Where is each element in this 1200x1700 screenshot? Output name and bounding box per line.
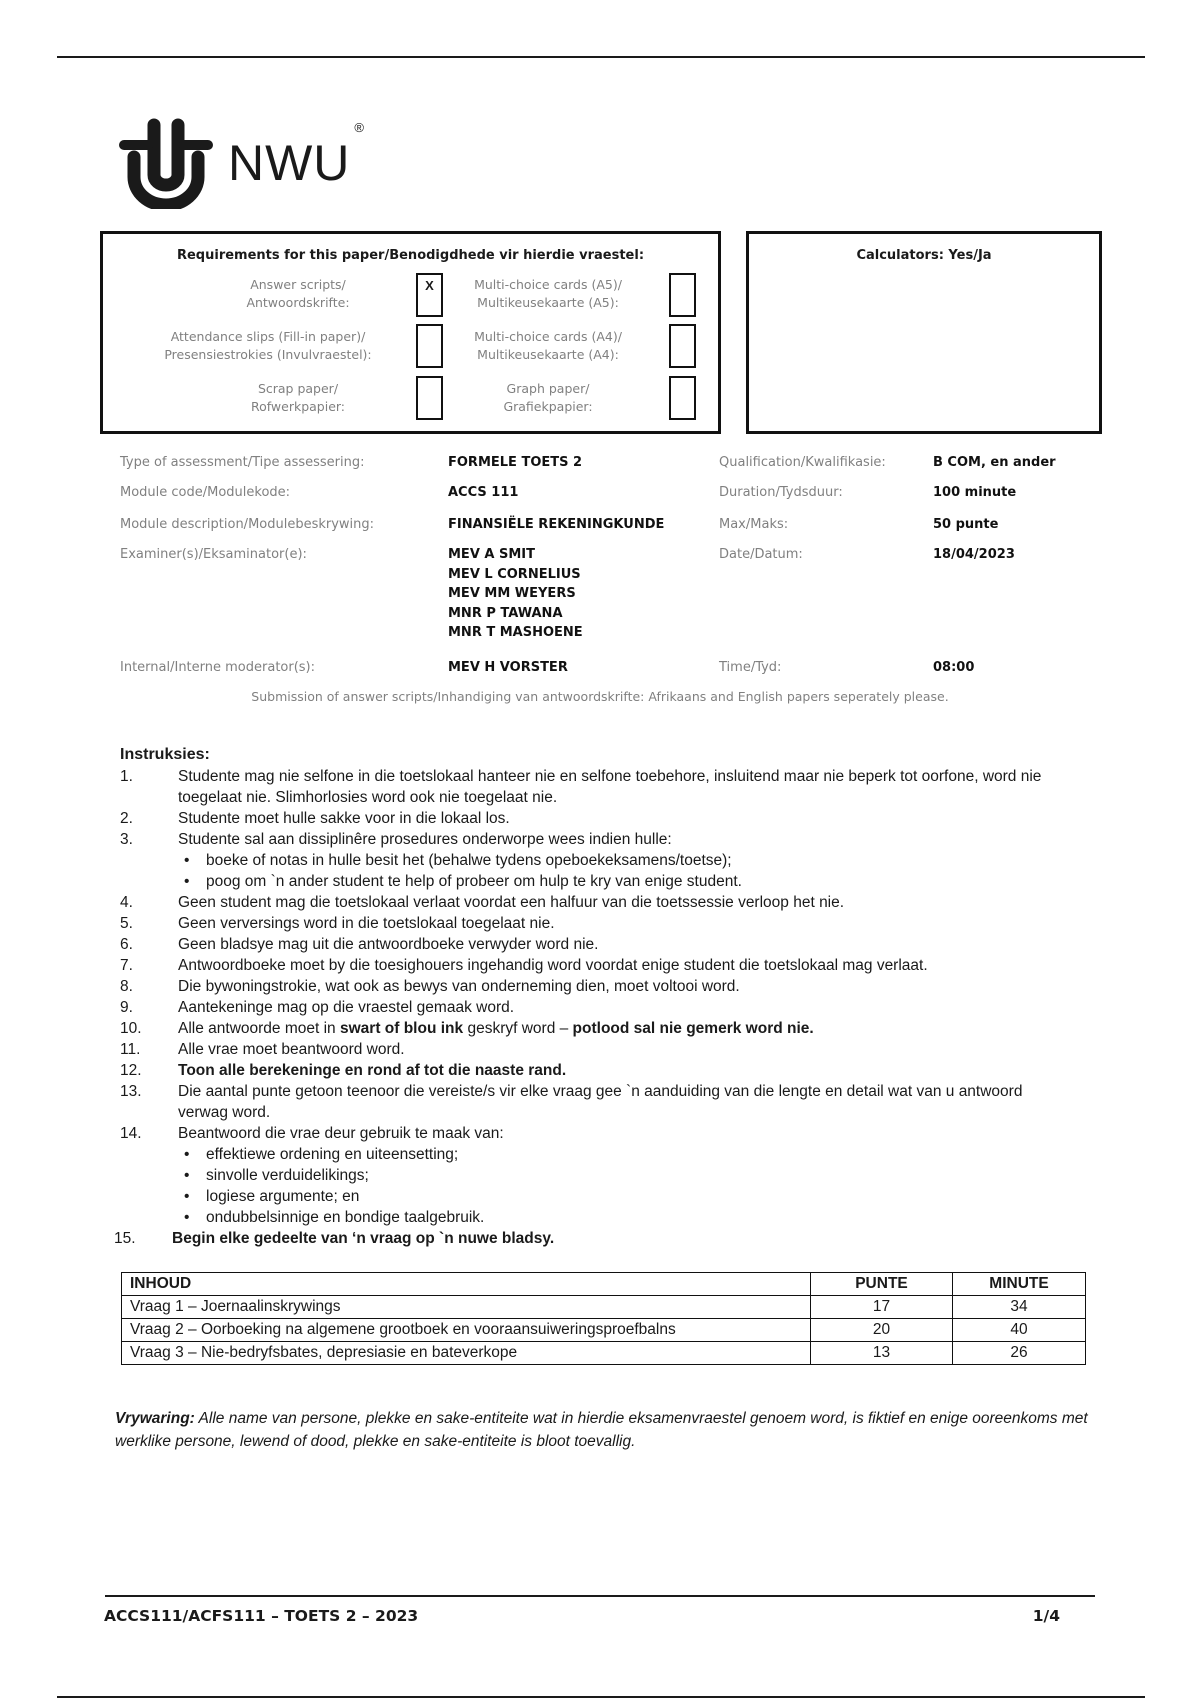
table-row: [122, 1319, 1086, 1342]
instruction-item: 9. Aantekeninge mag op die vraestel gemaak word.: [120, 999, 515, 1016]
date-value: 18/04/2023: [933, 547, 1015, 562]
graph-paper-checkbox: [669, 376, 696, 420]
instruction-item: 11. Alle vrae moet beantwoord word.: [120, 1041, 405, 1058]
instruction-bullet: • logiese argumente; en: [120, 1186, 1070, 1207]
duration-label: Duration/Tydsduur:: [719, 485, 843, 500]
instruction-item: 1. Studente mag nie selfone in die toetslokaal hanteer nie en selfone toebehore, insluitend maar nie beperk tot oorfone, word nie toegelaat nie. Slimhorlosies word ook nie toegelaat nie.: [120, 768, 1042, 806]
instruction-item: 12. Toon alle berekeninge en rond af tot die naaste rand.: [120, 1062, 567, 1079]
attendance-slips-checkbox: [416, 324, 443, 368]
table-cell: 26: [953, 1342, 1086, 1365]
disclaimer: Vrywaring: Alle name van persone, plekke en sake-entiteite wat in hierdie eksamenvraestel genoem word, is fiktief en enige ooreenkoms met werklike persone, lewend of dood, plekke en sake-entiteite is bloot toevallig.: [115, 1410, 1088, 1450]
module-description-value: FINANSIËLE REKENINGKUNDE: [448, 517, 665, 532]
table-cell: 13: [811, 1342, 953, 1365]
instruction-item: 5. Geen verversings word in die toetslokaal toegelaat nie.: [120, 915, 555, 932]
instruction-item: 7. Antwoordboeke moet by die toesighouers ingehandig word voordat enige student die toetslokaal mag verlaat.: [120, 957, 928, 974]
table-row: [122, 1342, 1086, 1365]
table-header-row: [122, 1273, 1086, 1296]
max-value: 50 punte: [933, 517, 999, 532]
scrap-paper-checkbox: [416, 376, 443, 420]
instruction-item: 2. Studente moet hulle sakke voor in die lokaal los.: [120, 810, 510, 827]
mcq-a5-checkbox: [669, 273, 696, 317]
mcq-a4-checkbox: [669, 324, 696, 368]
assessment-type-label: Type of assessment/Tipe assessering:: [120, 455, 365, 470]
table-cell: 34: [953, 1296, 1086, 1319]
answer-scripts-checkbox: X: [416, 273, 443, 317]
duration-value: 100 minute: [933, 485, 1017, 500]
module-code-label: Module code/Modulekode:: [120, 485, 291, 500]
calculators-box: [746, 231, 1102, 434]
bottom-rule: [57, 1696, 1145, 1698]
instructions-title: Instruksies:: [120, 746, 210, 763]
max-label: Max/Maks:: [719, 517, 789, 532]
table-header: MINUTE: [953, 1273, 1086, 1296]
logo-wordmark: NWU®: [228, 120, 366, 191]
table-cell: Vraag 2 – Oorboeking na algemene grootboek en vooraansuiweringsproefbalns: [122, 1319, 811, 1342]
examiners-label: Examiner(s)/Eksaminator(e):: [120, 547, 307, 562]
instruction-item: 10. Alle antwoorde moet in swart of blou ink geskryf word – potlood sal nie gemerk word nie.: [120, 1020, 814, 1037]
instructions-list: [114, 766, 1070, 1249]
moderator-value: MEV H VORSTER: [448, 660, 568, 675]
nwu-logo: [116, 117, 366, 209]
contents-table: [121, 1272, 1086, 1365]
top-rule: [57, 56, 1145, 58]
table-cell: Vraag 3 – Nie-bedryfsbates, depresiasie en bateverkope: [122, 1342, 811, 1365]
instruction-bullet: • ondubbelsinnige en bondige taalgebruik.: [120, 1207, 1070, 1228]
qualification-label: Qualification/Kwalifikasie:: [719, 455, 886, 470]
instruction-item: 14. Beantwoord die vrae deur gebruik te maak van:: [120, 1125, 504, 1142]
table-cell: 20: [811, 1319, 953, 1342]
table-cell: Vraag 1 – Joernaalinskrywings: [122, 1296, 811, 1319]
requirement-label: Graph paper/ Grafiekpapier:: [503, 381, 593, 414]
instruction-bullet: • boeke of notas in hulle besit het (behalwe tydens opeboekeksamens/toetse);: [120, 850, 1070, 871]
instruction-item: 15. Begin elke gedeelte van ‘n vraag op `n nuwe bladsy.: [114, 1230, 555, 1247]
nwu-logo-icon: [116, 117, 216, 209]
requirement-label: Attendance slips (Fill-in paper)/ Presensiestrokies (Invulvraestel):: [164, 329, 372, 362]
table-header: INHOUD: [122, 1273, 811, 1296]
requirements-box: [100, 231, 721, 434]
table-cell: 17: [811, 1296, 953, 1319]
time-value: 08:00: [933, 660, 975, 675]
instruction-bullet: • sinvolle verduidelikings;: [120, 1165, 1070, 1186]
module-description-label: Module description/Modulebeskrywing:: [120, 517, 375, 532]
page-number: 1/4: [1032, 1607, 1060, 1625]
time-label: Time/Tyd:: [719, 660, 782, 675]
footer-course-code: ACCS111/ACFS111 – TOETS 2 – 2023: [104, 1607, 419, 1625]
assessment-type-value: FORMELE TOETS 2: [448, 455, 583, 470]
requirement-label: Multi-choice cards (A4)/ Multikeusekaarte (A4):: [474, 329, 622, 362]
requirements-title: Requirements for this paper/Benodigdhede vir hierdie vraestel:: [176, 248, 645, 263]
instruction-item: 6. Geen bladsye mag uit die antwoordboeke verwyder word nie.: [120, 936, 599, 953]
instruction-item: 4. Geen student mag die toetslokaal verlaat voordat een halfuur van die toetssessie verloop het nie.: [120, 894, 845, 911]
module-code-value: ACCS 111: [448, 485, 519, 500]
table-header: PUNTE: [811, 1273, 953, 1296]
qualification-value: B COM, en ander: [933, 455, 1056, 470]
footer-rule: [105, 1595, 1095, 1597]
submission-note: Submission of answer scripts/Inhandiging van antwoordskrifte: Afrikaans and English papers seperately please.: [251, 689, 949, 704]
instruction-bullet: • effektiewe ordening en uiteensetting;: [120, 1144, 1070, 1165]
table-row: [122, 1296, 1086, 1319]
table-cell: 40: [953, 1319, 1086, 1342]
instruction-item: 8. Die bywoningstrokie, wat ook as bewys van onderneming dien, moet voltooi word.: [120, 978, 740, 995]
date-label: Date/Datum:: [719, 547, 803, 562]
calculators-text: Calculators: Yes/Ja: [856, 248, 992, 263]
moderator-label: Internal/Interne moderator(s):: [120, 660, 316, 675]
instruction-item: 3. Studente sal aan dissiplinêre prosedures onderworpe wees indien hulle:: [120, 831, 672, 848]
requirement-label: Scrap paper/ Rofwerkpapier:: [250, 381, 346, 414]
requirement-label: Multi-choice cards (A5)/ Multikeusekaarte (A5):: [474, 277, 622, 310]
instruction-bullet: • poog om `n ander student te help of probeer om hulp te kry van enige student.: [120, 871, 1070, 892]
instruction-item: 13. Die aantal punte getoon teenoor die vereiste/s vir elke vraag gee `n aanduiding van die lengte en detail wat van u antwoord verwag word.: [120, 1083, 1023, 1121]
requirement-label: Answer scripts/ Antwoordskrifte:: [246, 277, 350, 310]
examiners-list: MEV A SMIT MEV L CORNELIUS MEV MM WEYERS MNR P TAWANA MNR T MASHOENE: [448, 547, 583, 640]
